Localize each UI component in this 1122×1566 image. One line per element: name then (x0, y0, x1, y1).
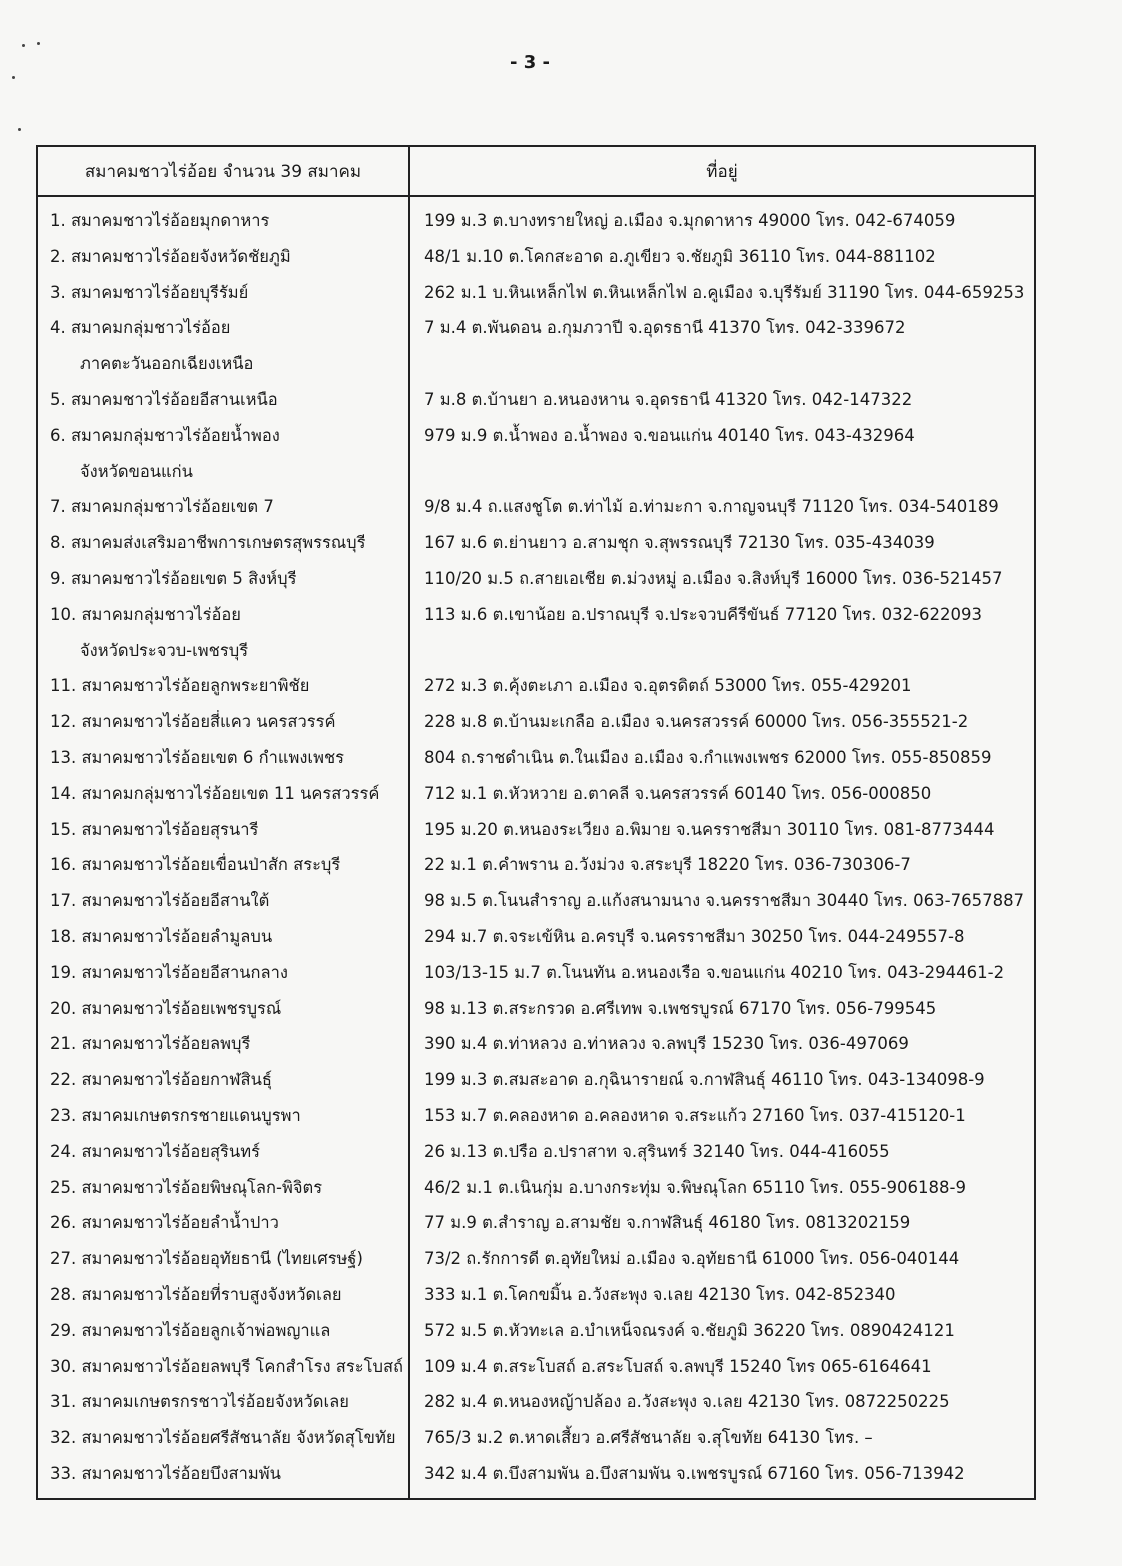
association-name: 21. สมาคมชาวไร่อ้อยลพบุรี (50, 1034, 251, 1054)
association-name: 33. สมาคมชาวไร่อ้อยบึงสามพัน (50, 1463, 281, 1483)
association-address: 572 ม.5 ต.หัวทะเล อ.บำเหน็จณรงค์ จ.ชัยภูมิ 36220 โทร. 0890424121 (424, 1320, 955, 1340)
association-address: 103/13-15 ม.7 ต.โนนทัน อ.หนองเรือ จ.ขอนแก่น 40210 โทร. 043-294461-2 (424, 962, 1005, 982)
association-address: 73/2 ถ.รักการดี ต.อุทัยใหม่ อ.เมือง จ.อุทัยธานี 61000 โทร. 056-040144 (424, 1249, 960, 1269)
association-address: 333 ม.1 ต.โคกขมิ้น อ.วังสะพุง จ.เลย 42130 โทร. 042-852340 (424, 1284, 896, 1304)
association-name: 4. สมาคมกลุ่มชาวไร่อ้อย (50, 318, 231, 338)
association-name: 7. สมาคมกลุ่มชาวไร่อ้อยเขต 7 (50, 497, 274, 517)
association-name: 16. สมาคมชาวไร่อ้อยเขื่อนป่าสัก สระบุรี (50, 855, 341, 875)
association-name: 8. สมาคมส่งเสริมอาชีพการเกษตรสุพรรณบุรี (50, 533, 366, 553)
association-address: 294 ม.7 ต.จระเข้หิน อ.ครบุรี จ.นครราชสีมา 30250 โทร. 044-249557-8 (424, 926, 965, 946)
association-name: 25. สมาคมชาวไร่อ้อยพิษณุโลก-พิจิตร (50, 1177, 323, 1197)
association-address: 98 ม.13 ต.สระกรวด อ.ศรีเทพ จ.เพชรบูรณ์ 67170 โทร. 056-799545 (424, 998, 937, 1018)
association-address: 167 ม.6 ต.ย่านยาว อ.สามชุก จ.สุพรรณบุรี 72130 โทร. 035-434039 (424, 533, 935, 553)
association-name: 28. สมาคมชาวไร่อ้อยที่ราบสูงจังหวัดเลย (50, 1284, 342, 1304)
association-name: 9. สมาคมชาวไร่อ้อยเขต 5 สิงห์บุรี (50, 568, 297, 588)
association-name: 11. สมาคมชาวไร่อ้อยลูกพระยาพิชัย (50, 676, 310, 696)
association-name: 1. สมาคมชาวไร่อ้อยมุกดาหาร (50, 211, 270, 230)
scan-speck (37, 42, 40, 45)
association-name-continued: จังหวัดประจวบ-เพชรบุรี (80, 640, 249, 660)
address-spacer (424, 633, 1034, 669)
address-column (410, 197, 1034, 1498)
scan-speck (22, 44, 25, 47)
association-name: 29. สมาคมชาวไร่อ้อยลูกเจ้าพ่อพญาแล (50, 1320, 331, 1340)
association-name: 13. สมาคมชาวไร่อ้อยเขต 6 กำแพงเพชร (50, 747, 345, 767)
association-table (36, 145, 1036, 1500)
association-address: 153 ม.7 ต.คลองหาด อ.คลองหาด จ.สระแก้ว 27160 โทร. 037-415120-1 (424, 1105, 966, 1125)
page-number: - 3 - (510, 52, 550, 73)
association-name: 22. สมาคมชาวไร่อ้อยกาฬสินธุ์ (50, 1070, 272, 1090)
association-name: 27. สมาคมชาวไร่อ้อยอุทัยธานี (ไทยเศรษฐ์) (50, 1249, 363, 1269)
association-address: 195 ม.20 ต.หนองระเวียง อ.พิมาย จ.นครราชสีมา 30110 โทร. 081-8773444 (424, 819, 995, 839)
table-header (38, 147, 1034, 197)
association-address: 110/20 ม.5 ถ.สายเอเชีย ต.ม่วงหมู่ อ.เมือง จ.สิงห์บุรี 16000 โทร. 036-521457 (424, 568, 1003, 588)
association-address: 7 ม.8 ต.บ้านยา อ.หนองหาน จ.อุดรธานี 41320 โทร. 042-147322 (424, 389, 913, 409)
association-name-column (38, 197, 410, 1498)
association-name: 32. สมาคมชาวไร่อ้อยศรีสัชนาลัย จังหวัดสุโขทัย (50, 1428, 396, 1448)
association-address: 26 ม.13 ต.ปรือ อ.ปราสาท จ.สุรินทร์ 32140 โทร. 044-416055 (424, 1141, 890, 1161)
association-address: 9/8 ม.4 ถ.แสงชูโต ต.ท่าไม้ อ.ท่ามะกา จ.กาญจนบุรี 71120 โทร. 034-540189 (424, 497, 999, 517)
association-name: 30. สมาคมชาวไร่อ้อยลพบุรี โคกสำโรง สระโบสถ์ (50, 1356, 404, 1376)
address-spacer (424, 346, 1034, 382)
association-name: 10. สมาคมกลุ่มชาวไร่อ้อย (50, 604, 241, 624)
association-address: 979 ม.9 ต.น้ำพอง อ.น้ำพอง จ.ขอนแก่น 40140 โทร. 043-432964 (424, 425, 915, 445)
header-association: สมาคมชาวไร่อ้อย จำนวน 39 สมาคม (38, 147, 410, 195)
association-address: 804 ถ.ราชดำเนิน ต.ในเมือง อ.เมือง จ.กำแพงเพชร 62000 โทร. 055-850859 (424, 747, 992, 767)
association-name: 3. สมาคมชาวไร่อ้อยบุรีรัมย์ (50, 282, 249, 302)
association-address: 199 ม.3 ต.สมสะอาด อ.กุฉินารายณ์ จ.กาฬสินธุ์ 46110 โทร. 043-134098-9 (424, 1070, 985, 1090)
address-spacer (424, 454, 1034, 490)
association-address: 98 ม.5 ต.โนนสำราญ อ.แก้งสนามนาง จ.นครราชสีมา 30440 โทร. 063-7657887 (424, 891, 1025, 911)
association-name: 19. สมาคมชาวไร่อ้อยอีสานกลาง (50, 962, 288, 982)
association-address: 712 ม.1 ต.หัวหวาย อ.ตาคลี จ.นครสวรรค์ 60140 โทร. 056-000850 (424, 783, 932, 803)
association-name: 18. สมาคมชาวไร่อ้อยลำมูลบน (50, 926, 273, 946)
association-address: 7 ม.4 ต.พันดอน อ.กุมภวาปี จ.อุดรธานี 41370 โทร. 042-339672 (424, 318, 906, 338)
association-name: 5. สมาคมชาวไร่อ้อยอีสานเหนือ (50, 389, 278, 409)
association-address: 228 ม.8 ต.บ้านมะเกลือ อ.เมือง จ.นครสวรรค์ 60000 โทร. 056-355521-2 (424, 712, 969, 732)
association-name: 15. สมาคมชาวไร่อ้อยสุรนารี (50, 819, 259, 839)
association-name: 12. สมาคมชาวไร่อ้อยสี่แคว นครสวรรค์ (50, 712, 336, 732)
association-name-continued: จังหวัดขอนแก่น (80, 461, 193, 481)
association-address: 46/2 ม.1 ต.เนินกุ่ม อ.บางกระทุ่ม จ.พิษณุโลก 65110 โทร. 055-906188-9 (424, 1177, 966, 1197)
association-address: 199 ม.3 ต.บางทรายใหญ่ อ.เมือง จ.มุกดาหาร 49000 โทร. 042-674059 (424, 211, 956, 230)
association-address: 77 ม.9 ต.สำราญ อ.สามชัย จ.กาฬสินธุ์ 46180 โทร. 0813202159 (424, 1213, 911, 1233)
association-address: 342 ม.4 ต.บึงสามพัน อ.บึงสามพัน จ.เพชรบูรณ์ 67160 โทร. 056-713942 (424, 1463, 965, 1483)
association-name: 17. สมาคมชาวไร่อ้อยอีสานใต้ (50, 891, 270, 911)
association-address: 272 ม.3 ต.คุ้งตะเภา อ.เมือง จ.อุตรดิตถ์ 53000 โทร. 055-429201 (424, 676, 912, 696)
association-name: 31. สมาคมเกษตรกรชาวไร่อ้อยจังหวัดเลย (50, 1392, 349, 1412)
association-name: 24. สมาคมชาวไร่อ้อยสุรินทร์ (50, 1141, 260, 1161)
association-address: 765/3 ม.2 ต.หาดเสี้ยว อ.ศรีสัชนาลัย จ.สุโขทัย 64130 โทร. – (424, 1428, 873, 1448)
table-body (38, 197, 1034, 1498)
association-name: 2. สมาคมชาวไร่อ้อยจังหวัดชัยภูมิ (50, 246, 291, 266)
association-name: 14. สมาคมกลุ่มชาวไร่อ้อยเขต 11 นครสวรรค์ (50, 783, 380, 803)
association-address: 48/1 ม.10 ต.โคกสะอาด อ.ภูเขียว จ.ชัยภูมิ 36110 โทร. 044-881102 (424, 246, 936, 266)
association-name: 6. สมาคมกลุ่มชาวไร่อ้อยน้ำพอง (50, 425, 280, 445)
association-name: 23. สมาคมเกษตรกรชายแดนบูรพา (50, 1105, 301, 1125)
association-address: 262 ม.1 บ.หินเหล็กไฟ ต.หินเหล็กไฟ อ.คูเมือง จ.บุรีรัมย์ 31190 โทร. 044-659253 (424, 282, 1025, 302)
association-name-continued: ภาคตะวันออกเฉียงเหนือ (80, 354, 254, 374)
association-name: 26. สมาคมชาวไร่อ้อยลำน้ำปาว (50, 1213, 279, 1233)
association-address: 109 ม.4 ต.สระโบสถ์ อ.สระโบสถ์ จ.ลพบุรี 15240 โทร 065-6164641 (424, 1356, 932, 1376)
header-address: ที่อยู่ (706, 161, 738, 182)
association-address: 22 ม.1 ต.คำพราน อ.วังม่วง จ.สระบุรี 18220 โทร. 036-730306-7 (424, 855, 911, 875)
association-name: 20. สมาคมชาวไร่อ้อยเพชรบูรณ์ (50, 998, 282, 1018)
association-address: 113 ม.6 ต.เขาน้อย อ.ปราณบุรี จ.ประจวบคีรีขันธ์ 77120 โทร. 032-622093 (424, 604, 983, 624)
association-address: 390 ม.4 ต.ท่าหลวง อ.ท่าหลวง จ.ลพบุรี 15230 โทร. 036-497069 (424, 1034, 909, 1054)
association-address: 282 ม.4 ต.หนองหญ้าปล้อง อ.วังสะพุง จ.เลย 42130 โทร. 0872250225 (424, 1392, 950, 1412)
scan-speck (18, 128, 21, 131)
scan-speck (12, 76, 15, 79)
